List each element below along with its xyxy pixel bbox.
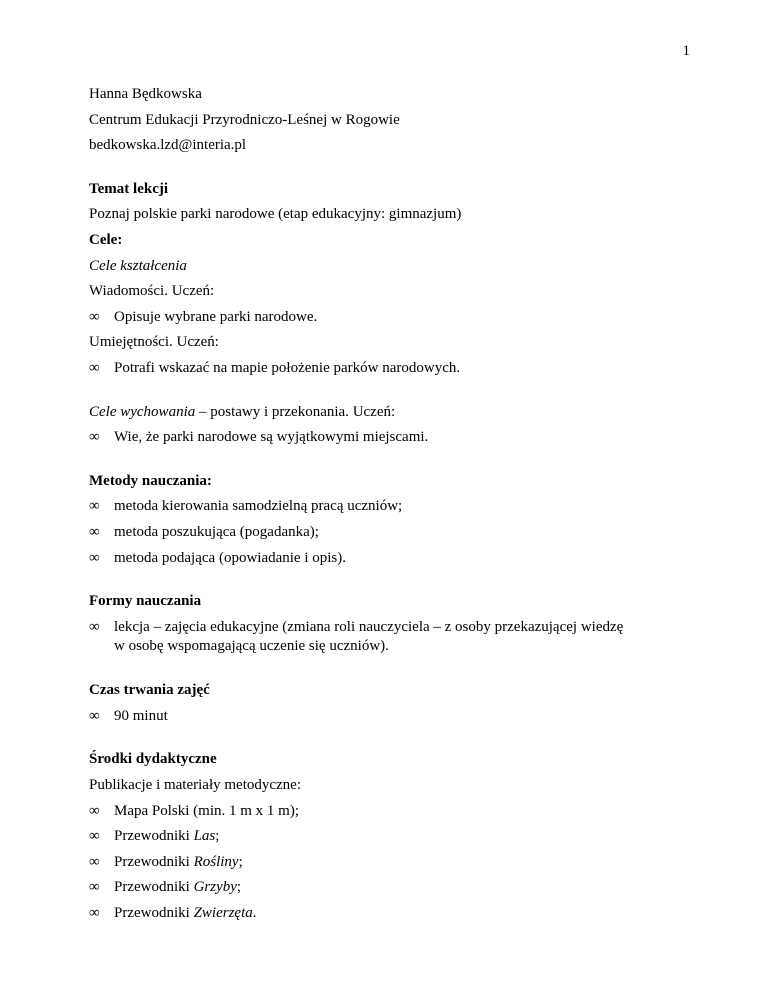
infinity-bullet-icon: ∞ — [89, 802, 100, 819]
infinity-bullet-icon: ∞ — [89, 549, 100, 566]
education-goals-heading: Cele kształcenia — [89, 257, 187, 274]
infinity-bullet-icon: ∞ — [89, 429, 100, 446]
list-item — [89, 618, 689, 656]
infinity-bullet-icon: ∞ — [89, 853, 100, 870]
list-item — [89, 853, 689, 871]
method-item: metoda podająca (opowiadanie i opis). — [114, 549, 347, 566]
author-email: bedkowska.lzd@interia.pl — [89, 137, 247, 154]
skills-label: Umiejętności. Uczeń: — [89, 334, 219, 351]
infinity-bullet-icon: ∞ — [89, 828, 100, 845]
resources-label: Publikacje i materiały metodyczne: — [89, 777, 302, 794]
guide-suffix: . — [252, 905, 257, 922]
infinity-bullet-icon: ∞ — [89, 879, 100, 896]
upbringing-item: Wie, że parki narodowe są wyjątkowymi miejscami. — [114, 429, 429, 446]
knowledge-item: Opisuje wybrane parki narodowe. — [114, 308, 318, 325]
list-item — [89, 878, 689, 896]
list-item — [89, 428, 689, 446]
list-item — [89, 707, 689, 725]
goals-heading: Cele: — [89, 231, 123, 248]
guide-suffix: ; — [238, 853, 243, 870]
resources-heading: Środki dydaktyczne — [89, 751, 217, 768]
infinity-bullet-icon: ∞ — [89, 308, 100, 325]
spacer — [89, 385, 689, 403]
duration-item: 90 minut — [114, 707, 168, 724]
infinity-bullet-icon: ∞ — [89, 905, 100, 922]
spacer — [89, 454, 689, 472]
spacer — [89, 732, 689, 750]
guide-prefix: Przewodniki — [114, 828, 194, 845]
guide-name: Zwierzęta — [193, 905, 253, 922]
guide-suffix: ; — [236, 879, 242, 896]
method-item: metoda poszukująca (pogadanka); — [114, 523, 319, 540]
upbringing-goals-line — [89, 403, 689, 421]
infinity-bullet-icon: ∞ — [89, 618, 100, 635]
list-item — [89, 359, 689, 377]
guide-name: Rośliny — [193, 853, 239, 870]
skills-item: Potrafi wskazać na mapie położenie parków narodowych. — [114, 359, 461, 376]
spacer — [89, 574, 689, 592]
infinity-bullet-icon: ∞ — [89, 523, 100, 540]
spacer — [89, 663, 689, 681]
methods-heading: Metody nauczania: — [89, 472, 212, 489]
infinity-bullet-icon: ∞ — [89, 498, 100, 515]
author-institution: Centrum Edukacji Przyrodniczo-Leśnej w Rogowie — [89, 111, 400, 128]
list-item — [89, 827, 689, 845]
forms-item-line-2: w osobę wspomagającą uczenie się uczniów). — [114, 637, 389, 654]
guide-name: Grzyby — [193, 879, 237, 896]
spacer — [89, 162, 689, 180]
list-item — [89, 802, 689, 820]
page-number: 1 — [682, 43, 690, 59]
upbringing-goals-rest: – postawy i przekonania. Uczeń: — [195, 403, 396, 420]
upbringing-goals-heading: Cele wychowania — [89, 403, 196, 420]
guide-suffix: ; — [215, 828, 220, 845]
topic-text: Poznaj polskie parki narodowe (etap edukacyjny: gimnazjum) — [89, 206, 462, 223]
list-item — [89, 549, 689, 567]
infinity-bullet-icon: ∞ — [89, 707, 100, 724]
knowledge-label: Wiadomości. Uczeń: — [89, 283, 215, 300]
document-body — [89, 85, 689, 930]
guide-prefix: Przewodniki — [114, 853, 194, 870]
duration-heading: Czas trwania zajęć — [89, 682, 210, 699]
author-name: Hanna Będkowska — [89, 86, 202, 102]
guide-prefix: Przewodniki — [114, 905, 194, 922]
list-item — [89, 308, 689, 326]
forms-item-line-1: lekcja – zajęcia edukacyjne (zmiana roli nauczyciela – z osoby przekazującej wiedzę — [114, 618, 624, 635]
method-item: metoda kierowania samodzielną pracą uczniów; — [114, 498, 403, 515]
topic-heading: Temat lekcji — [89, 180, 169, 197]
list-item — [89, 523, 689, 541]
map-item: Mapa Polski (min. 1 m x 1 m); — [114, 802, 299, 819]
forms-heading: Formy nauczania — [89, 593, 202, 610]
list-item — [89, 497, 689, 515]
infinity-bullet-icon: ∞ — [89, 359, 100, 376]
list-item — [89, 904, 689, 922]
guide-prefix: Przewodniki — [114, 879, 194, 896]
guide-name: Las — [193, 828, 216, 845]
